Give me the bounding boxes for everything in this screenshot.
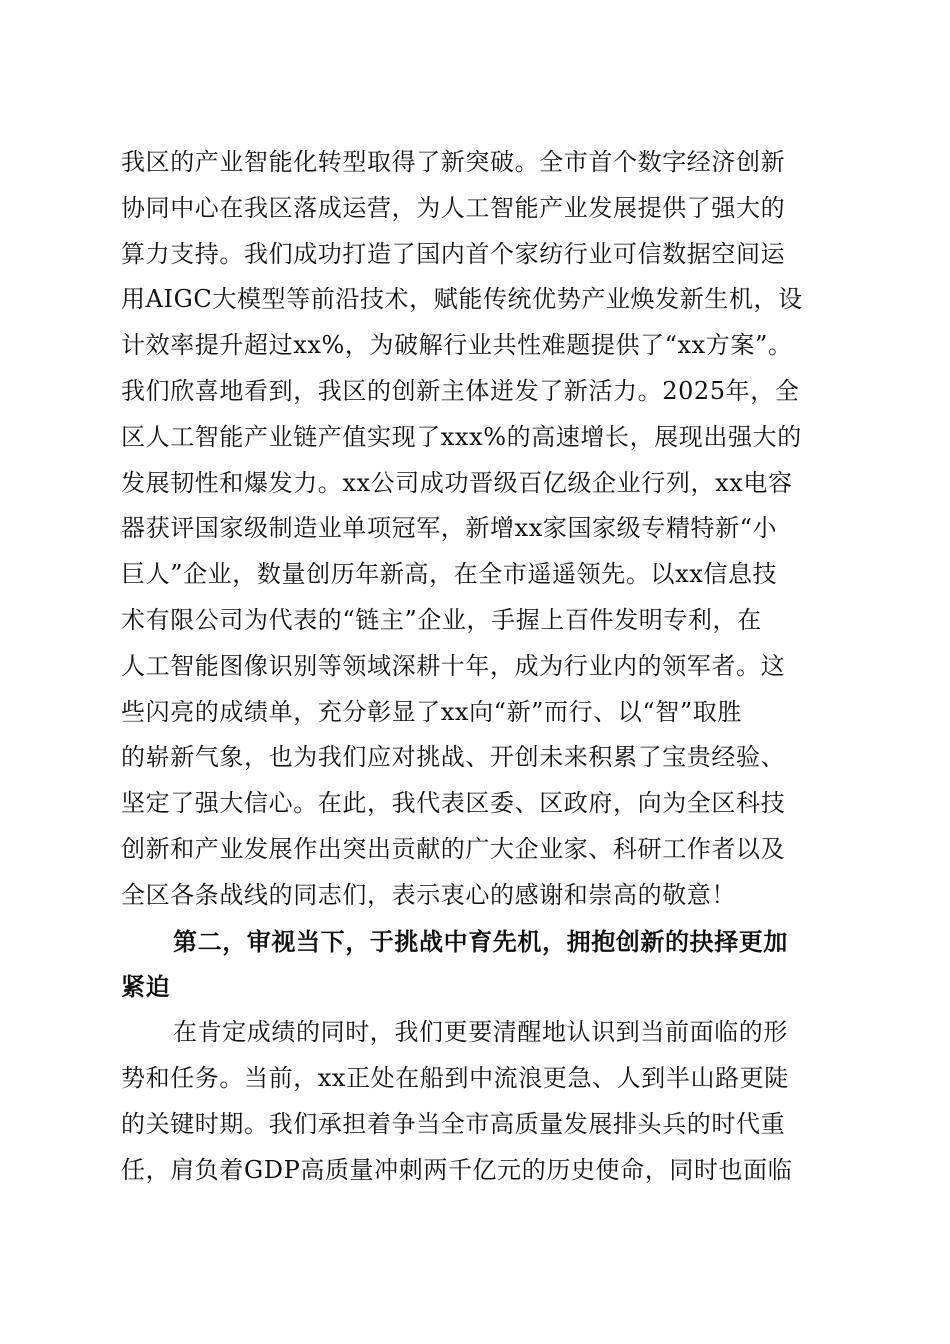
paragraph-line: 人工智能图像识别等领域深耕十年，成为行业内的领军者。这 bbox=[121, 651, 786, 680]
paragraph-line: 些闪亮的成绩单，充分彰显了xx向“新”而行、以“智”取胜 bbox=[121, 697, 742, 726]
paragraph-line: 计效率提升超过xx%，为破解行业共性难题提供了“xx方案”。 bbox=[121, 331, 793, 360]
section-heading-line: 第二，审视当下，于挑战中育先机，拥抱创新的抉择更加 bbox=[173, 926, 788, 956]
section-heading-line: 紧迫 bbox=[121, 972, 171, 1002]
paragraph-line: 区人工智能产业链产值实现了xxx%的高速增长，展现出强大的 bbox=[121, 422, 802, 451]
paragraph-line: 在肯定成绩的同时，我们更要清醒地认识到当前面临的形 bbox=[173, 1018, 788, 1047]
paragraph-line: 的关键时期。我们承担着争当全市高质量发展排头兵的时代重 bbox=[121, 1109, 786, 1138]
paragraph-line: 巨人”企业，数量创历年新高，在全市遥遥领先。以xx信息技 bbox=[121, 560, 778, 589]
paragraph-line: 用AIGC大模型等前沿技术，赋能传统优势产业焕发新生机，设 bbox=[121, 285, 803, 314]
paragraph-line: 坚定了强大信心。在此，我代表区委、区政府，向为全区科技 bbox=[121, 789, 786, 818]
paragraph-line: 发展韧性和爆发力。xx公司成功晋级百亿级企业行列，xx电容 bbox=[121, 468, 793, 497]
paragraph-line: 任，肩负着GDP高质量冲刺两千亿元的历史使命，同时也面临 bbox=[121, 1155, 793, 1184]
paragraph-line: 势和任务。当前，xx正处在船到中流浪更急、人到半山路更陡 bbox=[121, 1063, 789, 1092]
paragraph-line: 协同中心在我区落成运营，为人工智能产业发展提供了强大的 bbox=[121, 193, 786, 222]
document-body bbox=[121, 140, 833, 1193]
paragraph-line: 术有限公司为代表的“链主”企业，手握上百件发明专利，在 bbox=[121, 605, 762, 634]
paragraph-line: 创新和产业发展作出突出贡献的广大企业家、科研工作者以及 bbox=[121, 834, 786, 863]
paragraph-line: 全区各条战线的同志们，表示衷心的感谢和崇高的敬意！ bbox=[121, 880, 736, 909]
paragraph-line: 我区的产业智能化转型取得了新突破。全市首个数字经济创新 bbox=[121, 148, 786, 176]
paragraph-line: 我们欣喜地看到，我区的创新主体迸发了新活力。2025年，全 bbox=[121, 376, 800, 405]
paragraph-line: 的崭新气象，也为我们应对挑战、开创未来积累了宝贵经验、 bbox=[121, 743, 786, 772]
paragraph-line: 算力支持。我们成功打造了国内首个家纺行业可信数据空间运 bbox=[121, 239, 786, 268]
paragraph-line: 器获评国家级制造业单项冠军，新增xx家国家级专精特新“小 bbox=[121, 514, 778, 543]
